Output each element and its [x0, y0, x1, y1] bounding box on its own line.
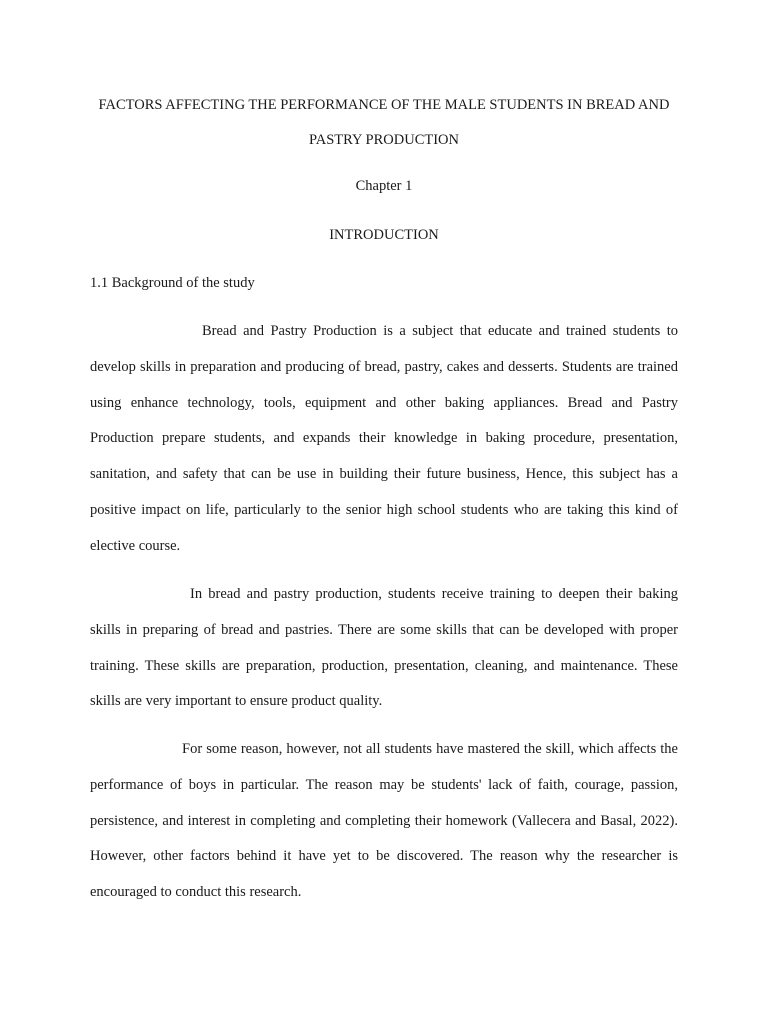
paragraph-2: In bread and pastry production, students receive training to deepen their baking skills in preparing of bread and pastries. There are some skills that can be developed with proper training. These skills are preparation, production, presentation, cleaning, and maintenance. These skills are very important to ensure product quality. — [90, 586, 678, 710]
paragraph-3: For some reason, however, not all students have mastered the skill, which affects the performance of boys in particular. The reason may be students' lack of faith, courage, passion, persistence, and interest in completing and completing their homework (Vallecera and Basal, 2022). However, other factors behind it have yet to be discovered. The reason why the researcher is encouraged to conduct this research. — [90, 741, 678, 901]
chapter-title: INTRODUCTION — [329, 227, 439, 243]
paragraph-1: Bread and Pastry Production is a subject that educate and trained students to develop skills in preparation and producing of bread, pastry, cakes and desserts. Students are trained using enhance technology, tools, equipment and other baking appliances. Bread and Pastry Production prepare students, and expands their knowledge in baking procedure, presentation, sanitation, and safety that can be use in building their future business, Hence, this subject has a positive impact on life, particularly to the senior high school students who are taking this kind of elective course. — [90, 323, 678, 554]
section-heading: 1.1 Background of the study — [90, 275, 255, 291]
document-title: FACTORS AFFECTING THE PERFORMANCE OF THE MALE STUDENTS IN BREAD AND PASTRY PRODUCTION — [98, 97, 670, 148]
chapter-label: Chapter 1 — [355, 178, 413, 194]
